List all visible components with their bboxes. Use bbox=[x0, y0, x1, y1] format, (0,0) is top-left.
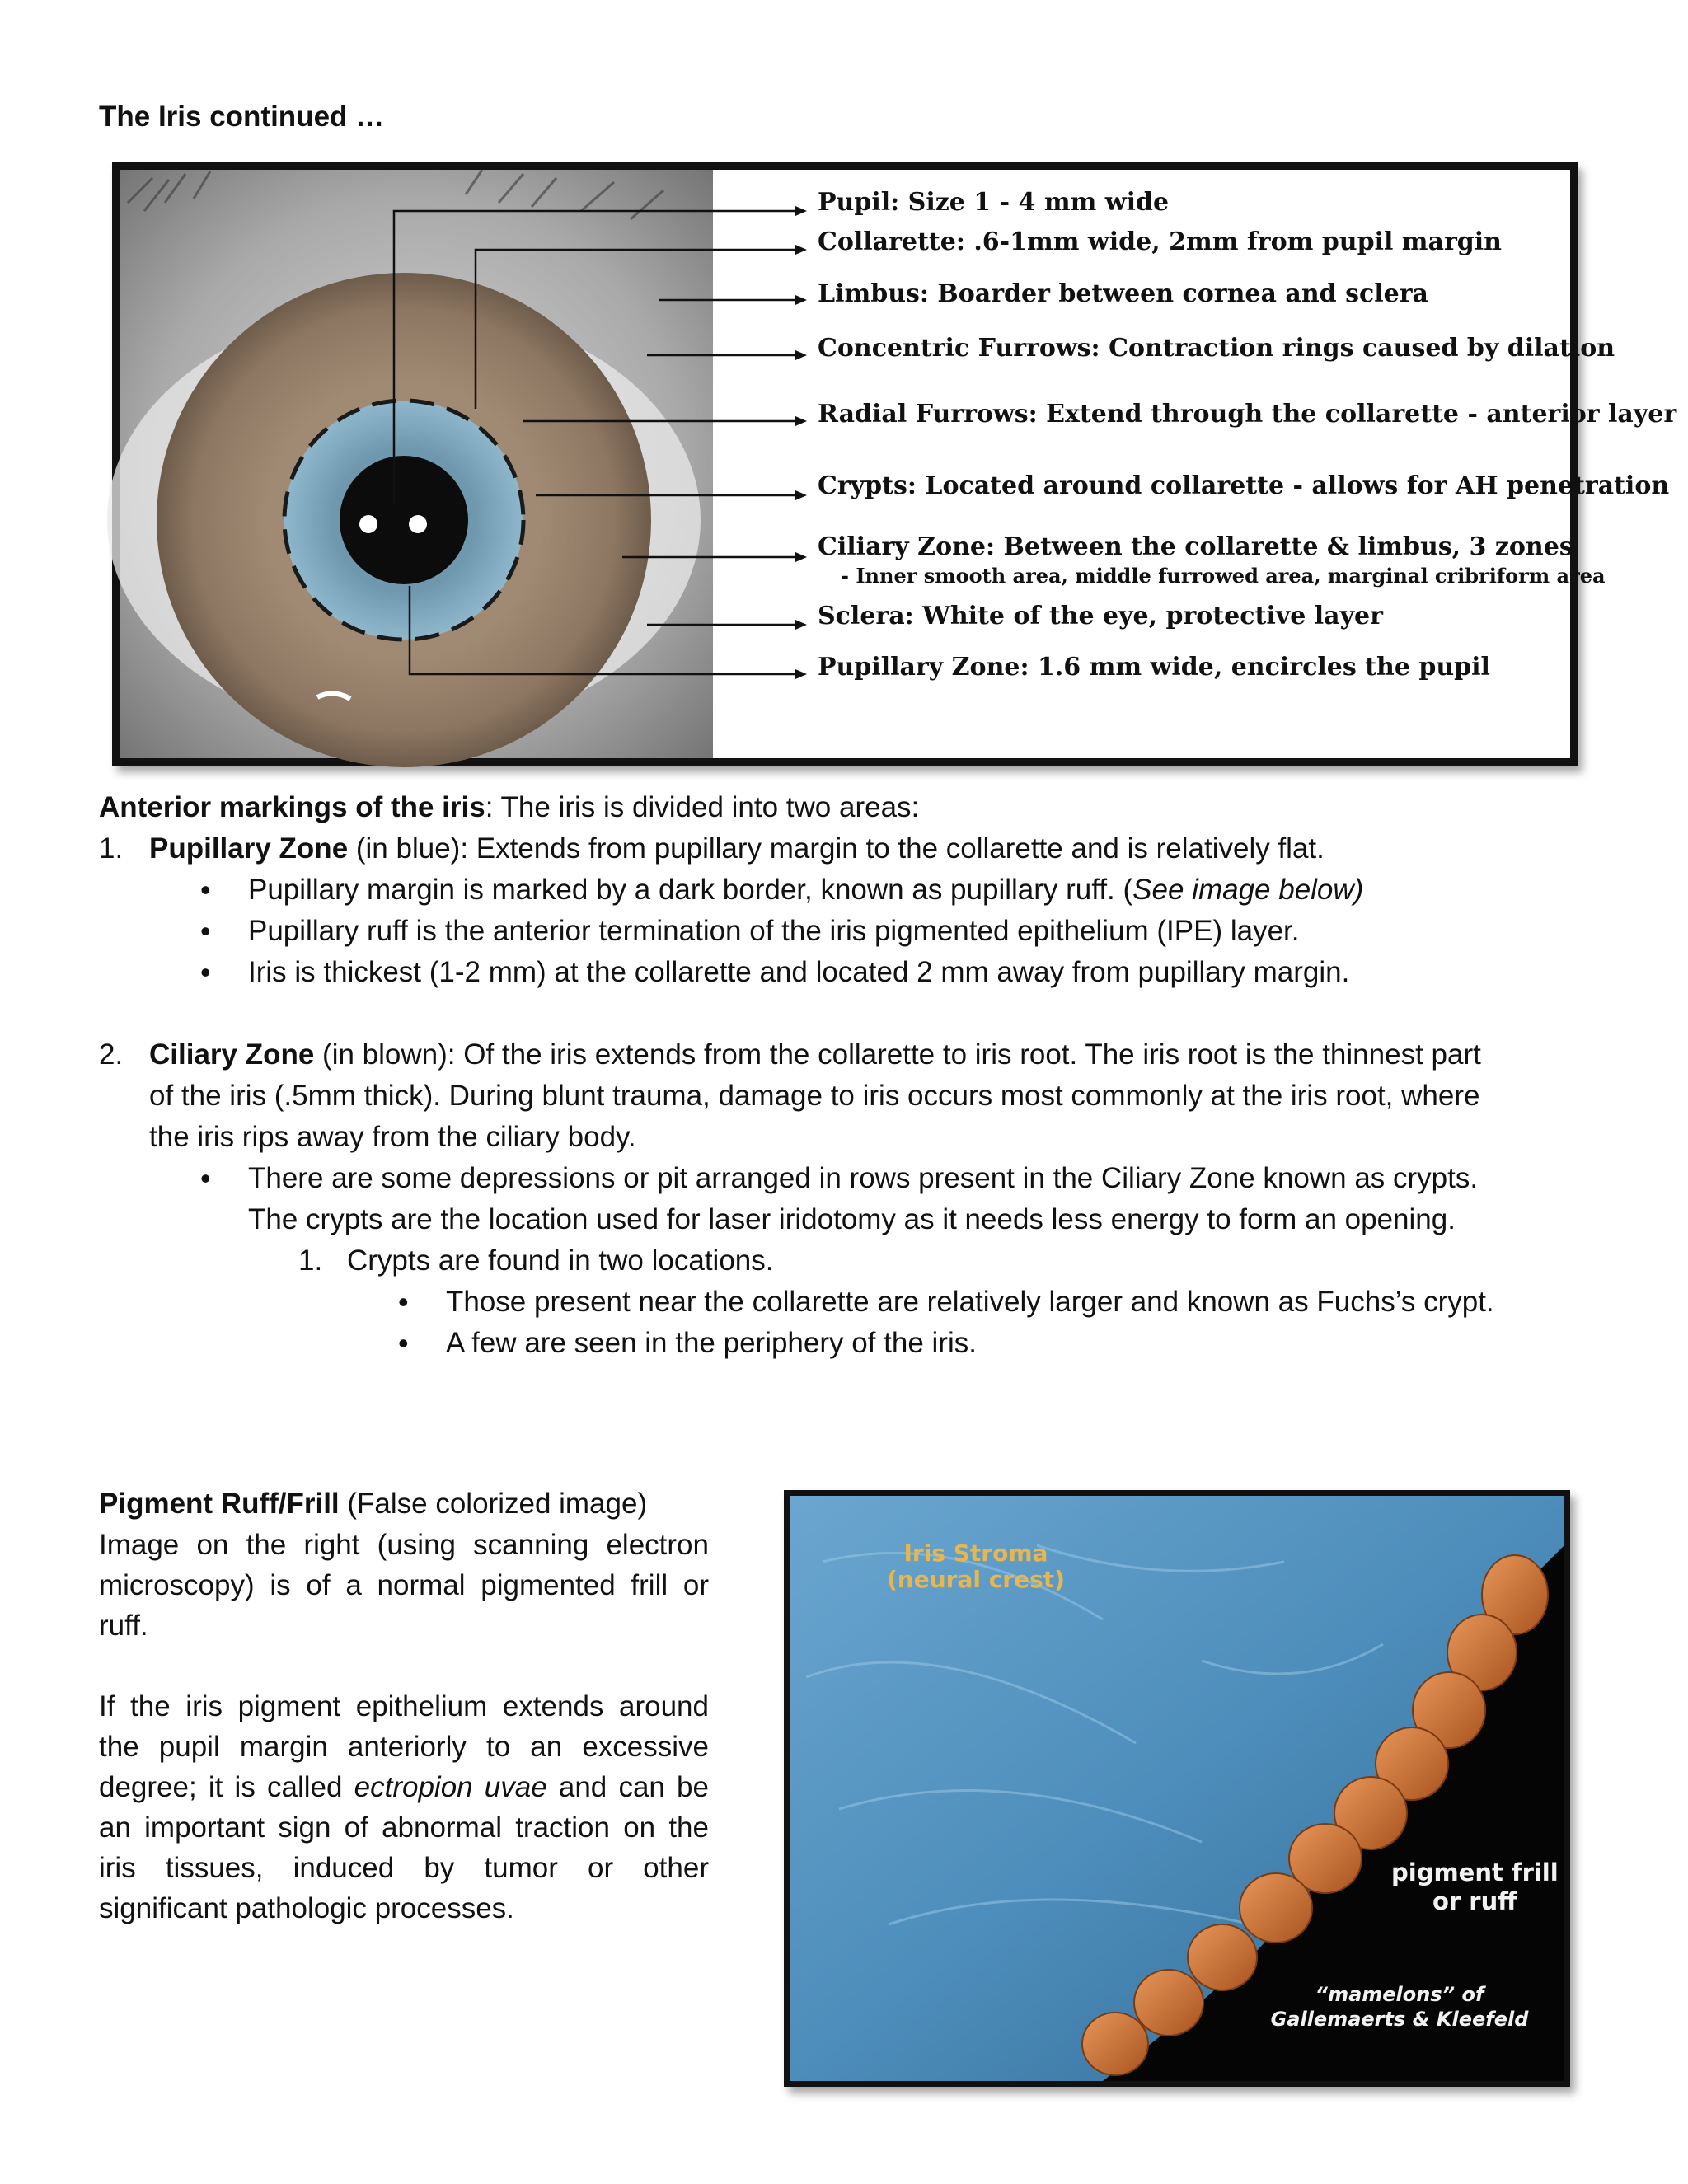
pigment-p2 bbox=[99, 1686, 709, 1929]
item2-sub-bullet2: • A few are seen in the periphery of the iris. bbox=[446, 1323, 977, 1364]
label-ciliary-zone-sub: - Inner smooth area, middle furrowed area, marginal cribriform area bbox=[841, 564, 1606, 588]
anterior-title: Anterior markings of the iris bbox=[99, 791, 485, 823]
label-mamelons-line1: “mamelons” of bbox=[1315, 1983, 1484, 2006]
item2-bullet-line1: • There are some depressions or pit arranged in rows present in the Ciliary Zone known as crypts. bbox=[248, 1158, 1478, 1199]
label-pupillary-zone: Pupillary Zone: 1.6 mm wide, encircles the pupil bbox=[818, 653, 1490, 682]
label-iris-stroma-line1: Iris Stroma bbox=[903, 1540, 1048, 1567]
label-pigment-frill bbox=[1391, 1858, 1559, 1916]
item1-term: Pupillary Zone bbox=[149, 832, 349, 865]
label-iris-stroma bbox=[887, 1540, 1065, 1593]
item2-bullet-line2: The crypts are the location used for laser iridotomy as it needs less energy to form an opening. bbox=[248, 1203, 1456, 1235]
label-mamelons bbox=[1268, 1982, 1531, 2032]
pigment-p2-italic: ectropion uvae bbox=[354, 1771, 547, 1803]
item1-bullet3: • Iris is thickest (1-2 mm) at the collarette and located 2 mm away from pupillary margin. bbox=[248, 952, 1349, 993]
pigment-title: Pigment Ruff/Frill bbox=[99, 1488, 340, 1520]
pigment-p1-line1: Image on the right (using scanning electron bbox=[99, 1529, 709, 1561]
item2-desc-line3: the iris rips away from the ciliary body. bbox=[149, 1121, 636, 1153]
item1-bullet1-italic: See image below) bbox=[1132, 874, 1364, 906]
item2-line1 bbox=[149, 1034, 1481, 1076]
item2-num: 2. bbox=[99, 1038, 124, 1071]
item1-bullet1 bbox=[248, 869, 1363, 911]
item2-desc-line2: of the iris (.5mm thick). During blunt trauma, damage to iris occurs most commonly at the iris root, where bbox=[149, 1080, 1480, 1112]
sem-pigment-frill-figure bbox=[784, 1490, 1570, 2087]
item1-text bbox=[149, 828, 1325, 869]
label-collarette: Collarette: .6-1mm wide, 2mm from pupil margin bbox=[818, 227, 1502, 256]
label-pupil: Pupil: Size 1 - 4 mm wide bbox=[818, 188, 1170, 217]
label-radial-furrows: Radial Furrows: Extend through the collarette - anterior layer bbox=[818, 400, 1677, 429]
item1-desc: (in blue): Extends from pupillary margin to the collarette and is relatively flat. bbox=[348, 832, 1325, 865]
label-mamelons-line2: Gallemaerts & Kleefeld bbox=[1270, 2008, 1529, 2031]
label-iris-stroma-line2: (neural crest) bbox=[887, 1566, 1065, 1593]
iris-anatomy-figure bbox=[112, 162, 1677, 766]
label-pigment-frill-line1: pigment frill bbox=[1391, 1858, 1559, 1886]
label-limbus: Limbus: Boarder between cornea and sclera bbox=[818, 279, 1428, 308]
item2-sub-item: Crypts are found in two locations. bbox=[347, 1244, 774, 1277]
label-crypts: Crypts: Located around collarette - allows for AH penetration bbox=[818, 471, 1670, 500]
pigment-p2-before: If the iris pigment epithelium extends around the pupil margin anteriorly to an excessive degree; it is called bbox=[99, 1690, 709, 1803]
pigment-p1-line2: microscopy) is of a normal pigmented frill or bbox=[99, 1569, 709, 1601]
item2-desc-line1: (in blown): Of the iris extends from the collarette to iris root. The iris root is the thinnest part bbox=[314, 1038, 1481, 1071]
label-concentric-furrows: Concentric Furrows: Contraction rings caused by dilation bbox=[818, 334, 1615, 363]
item1-num: 1. bbox=[99, 832, 124, 865]
pigment-heading bbox=[99, 1483, 647, 1525]
item1-bullet2: • Pupillary ruff is the anterior termination of the iris pigmented epithelium (IPE) layer. bbox=[248, 911, 1300, 952]
pigment-title-note: (False colorized image) bbox=[339, 1488, 648, 1520]
pigment-p1-line3: ruff. bbox=[99, 1610, 148, 1642]
pigment-p2-after: and can be an important sign of abnormal traction on the iris tissues, induced by tumor or other significant pathologic processes. bbox=[99, 1771, 709, 1924]
item2-term: Ciliary Zone bbox=[149, 1038, 315, 1071]
label-ciliary-zone: Ciliary Zone: Between the collarette & limbus, 3 zones bbox=[818, 532, 1573, 561]
item2-sub-bullet1: • Those present near the collarette are relatively larger and known as Fuchs’s crypt. bbox=[446, 1282, 1494, 1323]
label-pigment-frill-line2: or ruff bbox=[1432, 1887, 1517, 1915]
item1-bullet1-text: Pupillary margin is marked by a dark border, known as pupillary ruff. ( bbox=[248, 874, 1133, 906]
page-heading: The Iris continued … bbox=[99, 101, 385, 133]
anterior-intro bbox=[99, 787, 919, 828]
anterior-intro-text: : The iris is divided into two areas: bbox=[485, 791, 920, 823]
label-sclera: Sclera: White of the eye, protective layer bbox=[818, 602, 1383, 630]
item2-sub-num: 1. bbox=[298, 1244, 323, 1277]
